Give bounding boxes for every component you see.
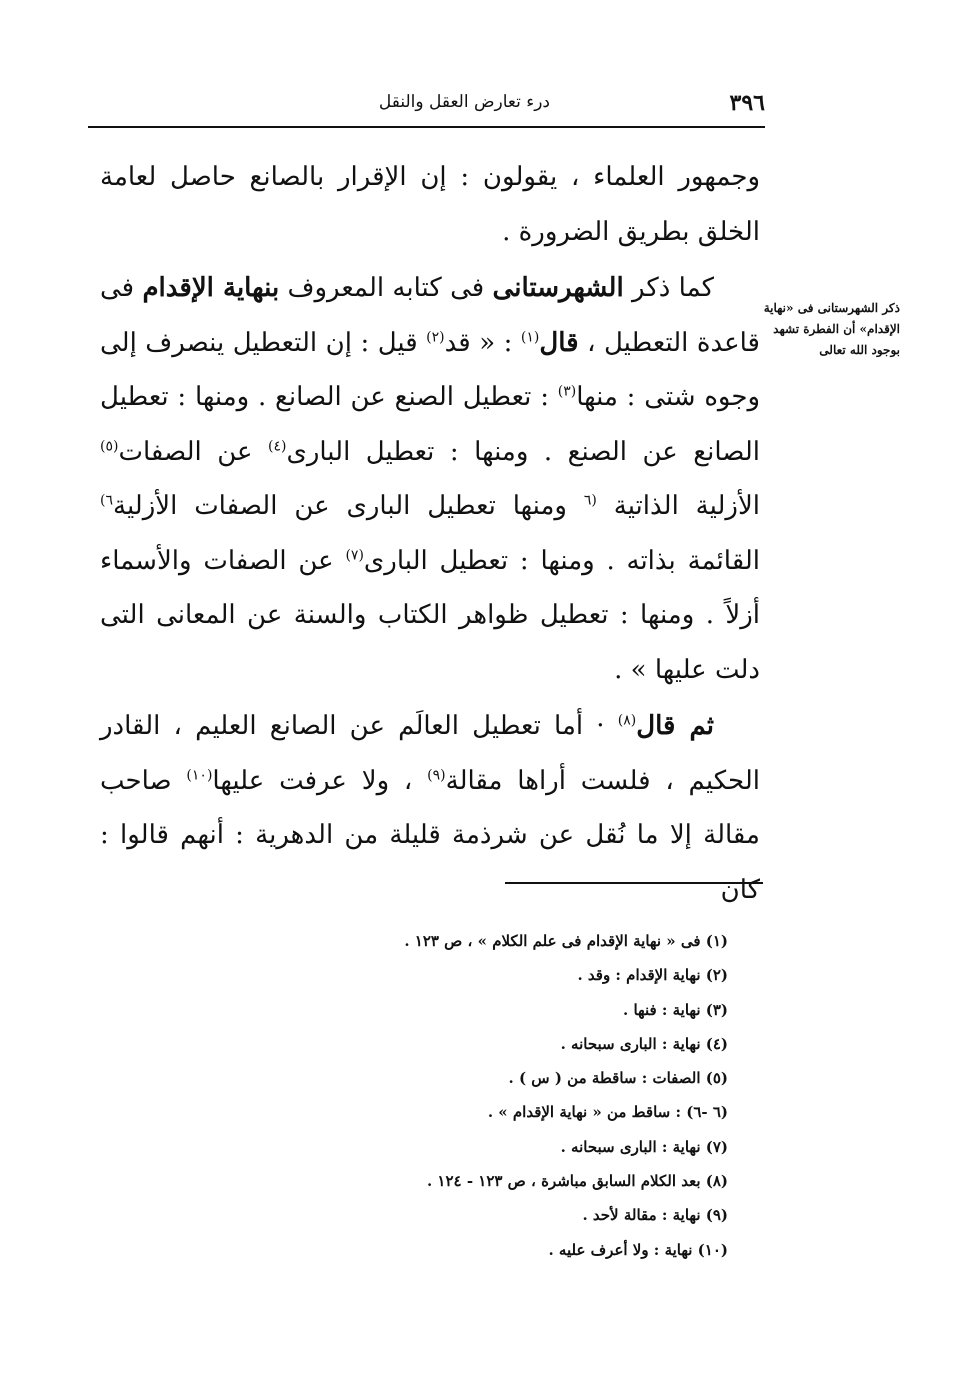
- paragraph-2: [100, 261, 760, 697]
- footnotes: [300, 924, 728, 1267]
- footnote-item: (٧) نهاية : البارى سبحانه .: [560, 1137, 728, 1156]
- footnote-item: (٤) نهاية : البارى سبحانه .: [560, 1034, 728, 1053]
- footnote-item: (٢) نهاية الإقدام : وقد .: [577, 966, 728, 985]
- page-number: ٣٩٦: [729, 90, 765, 116]
- text-run: قيل : إن التعطيل ينصرف إلى وجوه شتى : منها: [100, 327, 760, 412]
- footnote-ref: (١): [520, 328, 540, 345]
- paragraph-3: [100, 699, 760, 917]
- text-run: : « قد: [444, 327, 521, 358]
- text-run: صاحب مقالة إلا ما نُقل عن شرذمة قليلة من الدهرية : أنهم قالوا : كان: [100, 765, 760, 905]
- qal-word: ثم قال: [636, 711, 714, 741]
- footnote-item: (٥) الصفات : ساقطة من ( س ) .: [508, 1069, 728, 1088]
- page-header: [88, 88, 765, 124]
- text-run: كما ذكر: [623, 273, 714, 303]
- text-run: : تعطيل الصنع عن الصانع . ومنها : تعطيل الصانع عن الصنع . ومنها : تعطيل البارى: [100, 382, 760, 467]
- footnote-item: (١) فى « نهاية الإقدام فى علم الكلام » ، ص ١٢٣ .: [404, 932, 728, 950]
- text-run: · أما تعطيل العالَم عن الصانع العليم ، القادر الحكيم ، فلست أراها مقالة: [100, 711, 760, 796]
- text-run: عن الصفات: [118, 436, 268, 467]
- footnote-ref: ٦): [100, 492, 113, 509]
- footnote-ref: (٣): [557, 383, 577, 400]
- footnote-item: (٩) نهاية : مقالة لأحد .: [582, 1206, 728, 1225]
- text-run: فى كتابه المعروف: [279, 273, 493, 303]
- text-run: ومنها تعطيل البارى عن الصفات الأزلية: [113, 491, 584, 521]
- footnote-item: (٨) بعد الكلام السابق مباشرة ، ص ١٢٣ - ١٢٤ .: [426, 1172, 728, 1191]
- text-run: فى قاعدة التعطيل ،: [100, 273, 760, 358]
- footnote-ref: (٧): [345, 546, 364, 563]
- footnote-ref: (٥): [100, 437, 119, 454]
- main-text: [100, 150, 760, 917]
- running-title: درء تعارض العقل والنقل: [378, 92, 550, 112]
- text-run: عن الصفات والأسماء أزلاً . ومنها : تعطيل ظواهر الكتاب والسنة عن المعانى التى دلت عليها » .: [100, 545, 760, 685]
- footnote-ref: (٢): [426, 328, 445, 345]
- qal-word: قال: [539, 327, 579, 358]
- author-name: الشهرستانى: [492, 273, 624, 303]
- book-title: بنهاية الإقدام: [142, 273, 280, 303]
- paragraph-1: وجمهور العلماء ، يقولون : إن الإقرار بالصانع حاصل لعامة الخلق بطريق الضرورة .: [100, 162, 760, 247]
- text-run: الأزلية الذاتية: [596, 491, 760, 521]
- header-rule: [88, 126, 765, 128]
- footnote-item: (٦ -٦) : ساقط من « نهاية الإقدام » .: [487, 1103, 728, 1122]
- footnote-ref: (١٠): [186, 766, 213, 783]
- footnote-ref: (٨): [617, 712, 637, 729]
- text-run: القائمة بذاته . ومنها : تعطيل البارى: [363, 545, 760, 576]
- footnote-ref: (٤): [268, 437, 287, 454]
- text-run: ، ولا عرفت عليها: [212, 765, 428, 796]
- footnote-item: (٣) نهاية : فنها .: [623, 1000, 728, 1019]
- footnote-ref: (٩): [427, 766, 446, 783]
- footnote-rule: [505, 882, 763, 884]
- footnote-ref: (٦: [583, 492, 597, 509]
- footnote-item: (١٠) نهاية : ولا أعرف عليه .: [548, 1240, 728, 1259]
- margin-note: ذكر الشهرستانى فى «نهاية الإقدام» أن الفطرة تشهد بوجود الله تعالى: [763, 301, 900, 357]
